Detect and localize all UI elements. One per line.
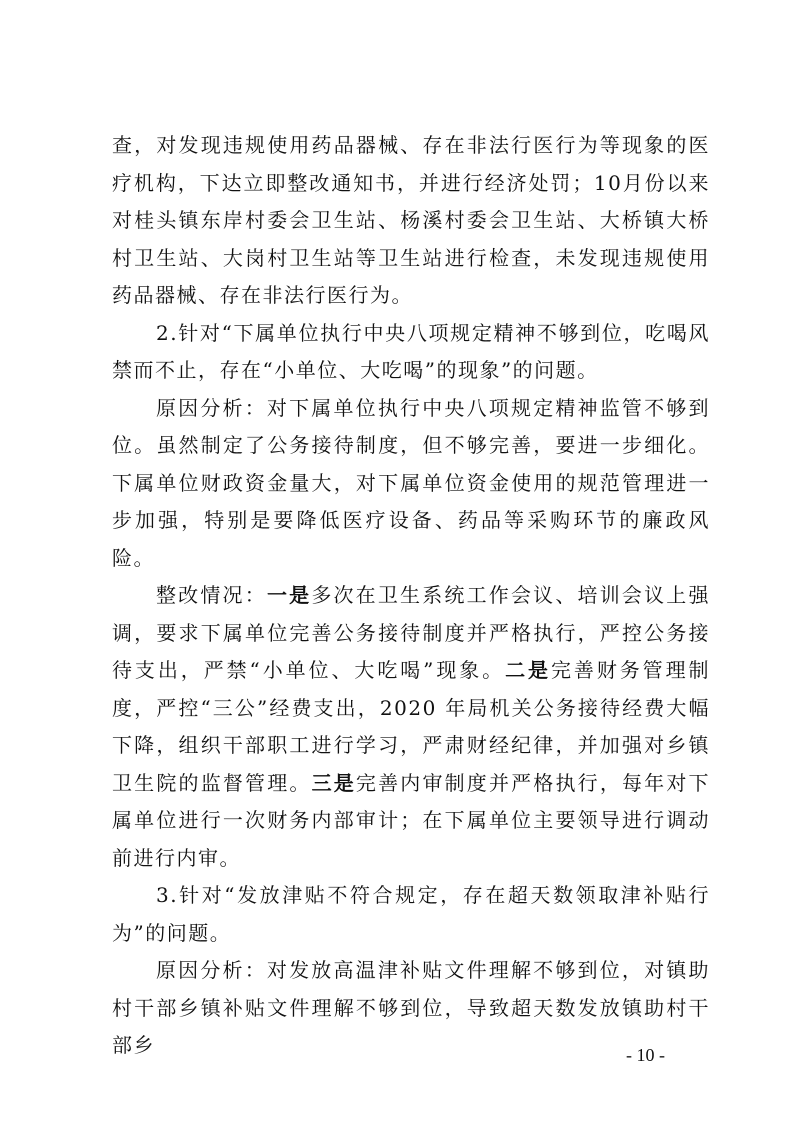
paragraph-rectification-2	[112, 577, 710, 877]
document-body	[112, 127, 710, 1065]
paragraph-text: 3.针对“发放津贴不符合规定，存在超天数领取津补贴行为”的问题。	[112, 883, 710, 945]
paragraph-text: 整改情况：	[156, 583, 267, 607]
page-number: - 10 -	[626, 1045, 665, 1065]
paragraph-text: 原因分析：对发放高温津补贴文件理解不够到位，对镇助村干部乡镇补贴文件理解不够到位，导致超天数发放镇助村干部乡	[112, 958, 710, 1057]
paragraph-text: 多次在卫生系统工作会议、培训会议上强调，要求下属单位完善公务接待制度并严格执行，严控公务接待支出，严禁“小单位、大吃喝”现象。	[112, 583, 710, 682]
paragraph-issue-2	[112, 315, 710, 390]
paragraph-continuation	[112, 127, 710, 315]
bold-marker-second: 二是	[505, 658, 551, 682]
paragraph-cause-analysis-2	[112, 390, 710, 578]
paragraph-text: 原因分析：对下属单位执行中央八项规定精神监管不够到位。虽然制定了公务接待制度，但不够完善，要进一步细化。下属单位财政资金量大，对下属单位资金使用的规范管理进一步加强，特别是要降低医疗设备、药品等采购环节的廉政风险。	[112, 395, 710, 570]
paragraph-cause-analysis-3	[112, 952, 710, 1065]
paragraph-issue-3	[112, 877, 710, 952]
paragraph-text: 完善内审制度并严格执行，每年对下属单位进行一次财务内部审计；在下属单位主要领导进行调动前进行内审。	[112, 770, 711, 870]
paragraph-text: 2.针对“下属单位执行中央八项规定精神不够到位，吃喝风禁而不止，存在“小单位、大吃喝”的现象”的问题。	[112, 320, 710, 382]
bold-marker-first: 一是	[266, 583, 312, 607]
bold-marker-third: 三是	[311, 770, 356, 795]
paragraph-text: 查，对发现违规使用药品器械、存在非法行医行为等现象的医疗机构，下达立即整改通知书，并进行经济处罚；10月份以来对桂头镇东岸村委会卫生站、杨溪村委会卫生站、大桥镇大桥村卫生站、大岗村卫生站等卫生站进行检查，未发现违规使用药品器械、存在非法行医行为。	[112, 133, 710, 307]
paragraph-text: 完善财务管理制度，严控“三公”经费支出，2020 年局机关公务接待经费大幅下降，组织干部职工进行学习，严肃财经纪律，并加强对乡镇卫生院的监督管理。	[112, 658, 711, 795]
